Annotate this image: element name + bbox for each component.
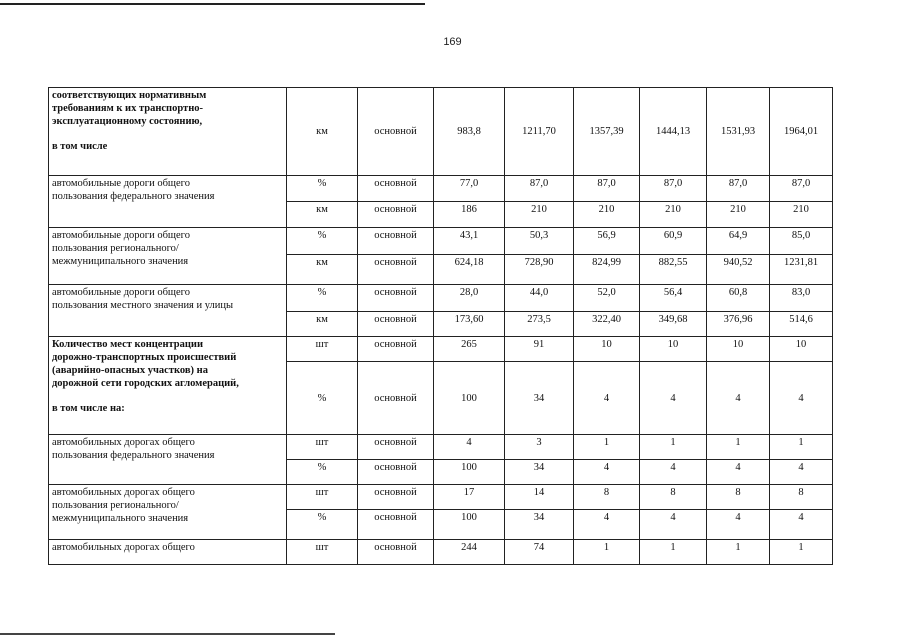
type-cell: основной: [358, 176, 434, 202]
value-cell: 3: [505, 435, 574, 460]
indicator-name-line: пользования федерального значения: [52, 191, 215, 202]
value-cell: 100: [434, 460, 505, 485]
value-cell: 87,0: [770, 176, 833, 202]
value-cell: 8: [640, 485, 707, 510]
value-cell: 1231,81: [770, 255, 833, 285]
unit-cell: км: [287, 312, 358, 337]
unit-cell: км: [287, 202, 358, 228]
value-cell: 4: [707, 362, 770, 435]
type-cell: основной: [358, 510, 434, 540]
indicator-name-line: соответствующих нормативным: [52, 90, 207, 101]
indicator-name-line: пользования регионального/: [52, 243, 179, 254]
indicator-name: [49, 88, 287, 176]
unit-cell: %: [287, 362, 358, 435]
value-cell: 87,0: [707, 176, 770, 202]
value-cell: 514,6: [770, 312, 833, 337]
type-cell: основной: [358, 312, 434, 337]
value-cell: 14: [505, 485, 574, 510]
indicator-name: [49, 285, 287, 337]
value-cell: 10: [640, 337, 707, 362]
table-row: [49, 540, 833, 565]
value-cell: 1: [574, 435, 640, 460]
indicator-name-line: Количество мест концентрации: [52, 339, 204, 350]
indicator-name-line: автомобильных дорогах общего: [52, 542, 195, 553]
value-cell: 186: [434, 202, 505, 228]
value-cell: 244: [434, 540, 505, 565]
value-cell: 210: [574, 202, 640, 228]
type-cell: основной: [358, 88, 434, 176]
value-cell: 17: [434, 485, 505, 510]
value-cell: 4: [770, 510, 833, 540]
value-cell: 1964,01: [770, 88, 833, 176]
indicator-name-tail: в том числе: [52, 141, 108, 152]
value-cell: 376,96: [707, 312, 770, 337]
indicator-name-line: автомобильных дорогах общего: [52, 487, 195, 498]
type-cell: основной: [358, 228, 434, 255]
value-cell: 1: [770, 435, 833, 460]
unit-cell: %: [287, 228, 358, 255]
value-cell: 100: [434, 362, 505, 435]
indicator-name-line: автомобильные дороги общего: [52, 178, 190, 189]
value-cell: 64,9: [707, 228, 770, 255]
table-row: [49, 485, 833, 510]
indicator-name-line: межмуниципального значения: [52, 513, 189, 524]
value-cell: 4: [770, 362, 833, 435]
type-cell: основной: [358, 540, 434, 565]
value-cell: 349,68: [640, 312, 707, 337]
indicator-name: [49, 337, 287, 435]
value-cell: 91: [505, 337, 574, 362]
value-cell: 728,90: [505, 255, 574, 285]
value-cell: 210: [640, 202, 707, 228]
value-cell: 4: [640, 362, 707, 435]
value-cell: 34: [505, 362, 574, 435]
value-cell: 4: [574, 460, 640, 485]
value-cell: 265: [434, 337, 505, 362]
value-cell: 4: [707, 510, 770, 540]
value-cell: 34: [505, 460, 574, 485]
indicator-name-line: автомобильные дороги общего: [52, 230, 190, 241]
value-cell: 4: [640, 460, 707, 485]
unit-cell: %: [287, 285, 358, 312]
indicator-name-line: пользования регионального/: [52, 500, 179, 511]
value-cell: 60,9: [640, 228, 707, 255]
value-cell: 60,8: [707, 285, 770, 312]
type-cell: основной: [358, 460, 434, 485]
type-cell: основной: [358, 362, 434, 435]
value-cell: 1: [640, 540, 707, 565]
value-cell: 85,0: [770, 228, 833, 255]
unit-cell: %: [287, 176, 358, 202]
value-cell: 983,8: [434, 88, 505, 176]
value-cell: 624,18: [434, 255, 505, 285]
indicator-name-line: автомобильных дорогах общего: [52, 437, 195, 448]
value-cell: 4: [574, 510, 640, 540]
value-cell: 210: [770, 202, 833, 228]
value-cell: 4: [574, 362, 640, 435]
indicator-table: [48, 87, 833, 565]
indicator-name-line: пользования федерального значения: [52, 450, 215, 461]
value-cell: 940,52: [707, 255, 770, 285]
value-cell: 4: [770, 460, 833, 485]
value-cell: 10: [770, 337, 833, 362]
unit-cell: км: [287, 255, 358, 285]
value-cell: 1357,39: [574, 88, 640, 176]
value-cell: 1531,93: [707, 88, 770, 176]
value-cell: 1: [707, 540, 770, 565]
value-cell: 210: [505, 202, 574, 228]
type-cell: основной: [358, 485, 434, 510]
value-cell: 4: [434, 435, 505, 460]
indicator-name: [49, 176, 287, 228]
value-cell: 43,1: [434, 228, 505, 255]
value-cell: 4: [640, 510, 707, 540]
type-cell: основной: [358, 285, 434, 312]
value-cell: 1211,70: [505, 88, 574, 176]
indicator-name: [49, 435, 287, 485]
indicator-name-line: эксплуатационному состоянию,: [52, 116, 203, 127]
value-cell: 273,5: [505, 312, 574, 337]
value-cell: 52,0: [574, 285, 640, 312]
value-cell: 1444,13: [640, 88, 707, 176]
value-cell: 74: [505, 540, 574, 565]
table-row: [49, 435, 833, 460]
value-cell: 100: [434, 510, 505, 540]
value-cell: 882,55: [640, 255, 707, 285]
value-cell: 77,0: [434, 176, 505, 202]
table-body: [49, 88, 833, 565]
indicator-name-tail: в том числе на:: [52, 403, 125, 414]
value-cell: 44,0: [505, 285, 574, 312]
table-row: [49, 285, 833, 312]
value-cell: 10: [707, 337, 770, 362]
indicator-name-line: дорожно-транспортных происшествий: [52, 352, 237, 363]
bottom-rule: [0, 633, 335, 635]
value-cell: 56,4: [640, 285, 707, 312]
top-rule: [0, 3, 425, 5]
indicator-name: [49, 485, 287, 540]
value-cell: 173,60: [434, 312, 505, 337]
value-cell: 1: [770, 540, 833, 565]
value-cell: 4: [707, 460, 770, 485]
indicator-name-line: дорожной сети городских агломераций,: [52, 378, 239, 389]
value-cell: 824,99: [574, 255, 640, 285]
indicator-name-line: (аварийно-опасных участков) на: [52, 365, 208, 376]
value-cell: 87,0: [640, 176, 707, 202]
value-cell: 10: [574, 337, 640, 362]
indicator-name-line: межмуниципального значения: [52, 256, 189, 267]
value-cell: 8: [574, 485, 640, 510]
type-cell: основной: [358, 435, 434, 460]
table-row: [49, 228, 833, 255]
unit-cell: шт: [287, 435, 358, 460]
value-cell: 87,0: [574, 176, 640, 202]
value-cell: 8: [707, 485, 770, 510]
indicator-name-line: требованиям к их транспортно-: [52, 103, 204, 114]
value-cell: 1: [707, 435, 770, 460]
indicator-name: [49, 228, 287, 285]
value-cell: 1: [640, 435, 707, 460]
unit-cell: %: [287, 510, 358, 540]
indicator-name-line: пользования местного значения и улицы: [52, 300, 234, 311]
indicator-name-line: автомобильные дороги общего: [52, 287, 190, 298]
value-cell: 56,9: [574, 228, 640, 255]
page-number: 169: [443, 36, 462, 48]
unit-cell: шт: [287, 337, 358, 362]
value-cell: 28,0: [434, 285, 505, 312]
indicator-name: [49, 540, 287, 565]
table-row: [49, 176, 833, 202]
type-cell: основной: [358, 337, 434, 362]
value-cell: 83,0: [770, 285, 833, 312]
type-cell: основной: [358, 202, 434, 228]
table-row: [49, 88, 833, 176]
value-cell: 1: [574, 540, 640, 565]
value-cell: 322,40: [574, 312, 640, 337]
unit-cell: км: [287, 88, 358, 176]
value-cell: 8: [770, 485, 833, 510]
value-cell: 50,3: [505, 228, 574, 255]
value-cell: 34: [505, 510, 574, 540]
value-cell: 210: [707, 202, 770, 228]
type-cell: основной: [358, 255, 434, 285]
unit-cell: шт: [287, 485, 358, 510]
table-row: [49, 337, 833, 362]
value-cell: 87,0: [505, 176, 574, 202]
unit-cell: шт: [287, 540, 358, 565]
unit-cell: %: [287, 460, 358, 485]
